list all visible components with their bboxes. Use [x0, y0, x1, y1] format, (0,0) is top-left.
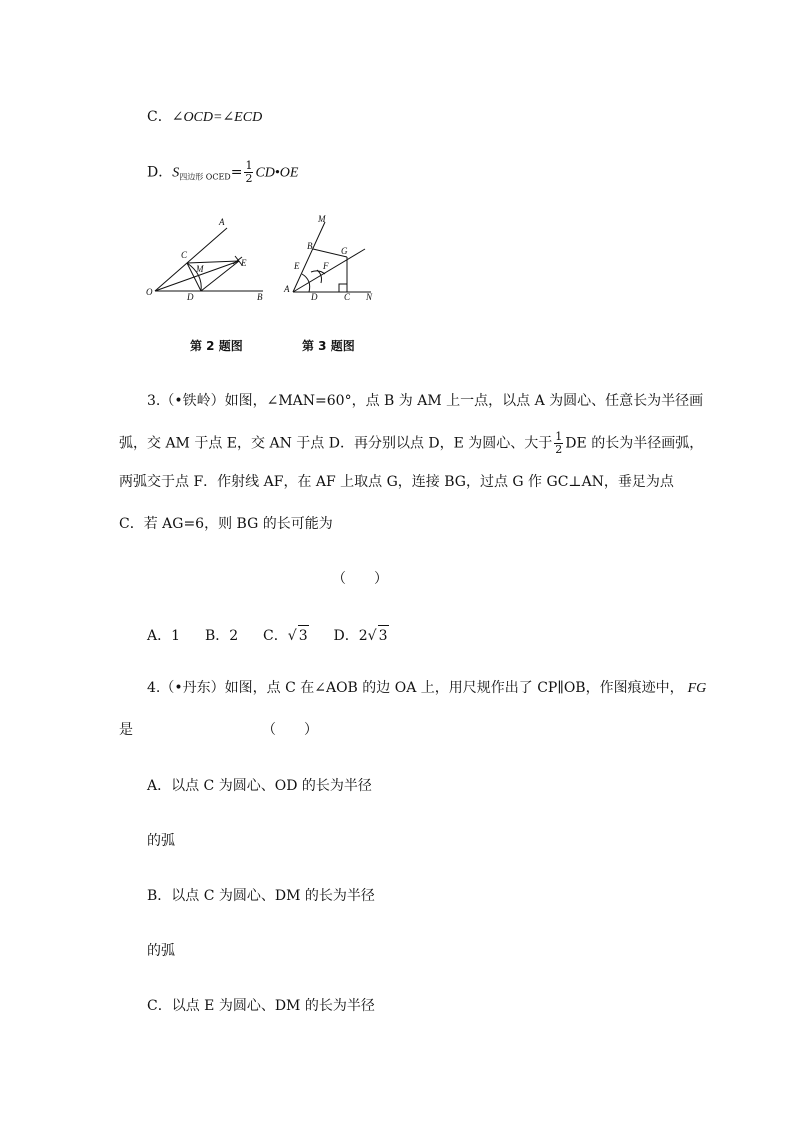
label-E: E — [294, 261, 300, 271]
q3-line-3: 两弧交于点 F．作射线 AF，在 AF 上取点 G，连接 BG，过点 G 作 GC⊥AN，垂足为点 — [119, 474, 674, 490]
q4-option-b-line-1: B．以点 C 为圆心、DM 的长为半径 — [147, 888, 375, 904]
q3-line-2-b: DE 的长为半径画弧， — [565, 435, 704, 452]
segment-ce — [187, 261, 239, 263]
q4-line-2-text: 是 — [119, 722, 133, 738]
label-F: F — [323, 261, 329, 271]
q3-line-2 — [119, 431, 703, 456]
label-C: C — [181, 250, 188, 260]
area-symbol: S — [172, 165, 180, 181]
option-prefix: C． — [147, 109, 172, 125]
q3-option-a: A．1 — [147, 628, 181, 644]
fraction-numerator: 1 — [555, 430, 563, 443]
q2-option-c — [147, 107, 262, 128]
fraction — [554, 431, 563, 456]
label-A: A — [284, 284, 290, 294]
arc-f-2 — [311, 271, 325, 274]
q4-line-2 — [119, 720, 133, 740]
label-C: C — [344, 292, 351, 302]
fraction-denominator: 2 — [555, 443, 563, 456]
label-D: D — [187, 292, 194, 302]
q3-line-2-a: 弧，交 AM 于点 E，交 AN 于点 D．再分别以点 D，E 为圆心、大于 — [119, 435, 553, 452]
q3-option-b: B．2 — [204, 628, 239, 644]
q4-option-a-line-2: 的弧 — [147, 833, 175, 849]
area-subscript: 四边形 OCED — [179, 172, 231, 182]
ray-oa — [155, 228, 227, 291]
option-text: ∠OCD=∠ECD — [171, 110, 263, 125]
q3-line-1: 3.（•铁岭）如图，∠MAN=60°，点 B 为 AM 上一点，以点 A 为圆心、任意长为半径画 — [147, 393, 704, 409]
label-N: N — [366, 292, 373, 302]
label-M: M — [318, 214, 326, 224]
arc-fg-label: FG — [687, 681, 707, 696]
fraction-denominator: 2 — [245, 172, 253, 185]
equals: = — [230, 164, 243, 181]
label-D: D — [311, 292, 318, 302]
sqrt-icon: √ — [367, 628, 377, 644]
option-prefix: D． — [147, 164, 173, 181]
q4-answer-paren: （ ） — [262, 722, 318, 738]
fraction-numerator: 1 — [245, 159, 253, 172]
q4-line-1-text: 4.（•丹东）如图，点 C 在∠AOB 的边 OA 上，用尺规作出了 CP∥OB，作图痕迹中， — [147, 680, 684, 696]
option-text: CD•OE — [255, 165, 299, 181]
q4-line-1 — [147, 678, 706, 699]
figure-q2 — [143, 212, 273, 307]
q2-option-d — [147, 160, 298, 188]
label-E: E — [241, 258, 247, 268]
label-B: B — [307, 241, 313, 251]
label-O: O — [146, 287, 153, 297]
segment-de — [201, 261, 239, 291]
figure-q3-caption: 第 3 题图 — [302, 339, 355, 353]
radicand: 3 — [378, 625, 389, 646]
q3-answer-paren: （ ） — [332, 571, 388, 587]
fraction — [244, 160, 253, 185]
option-prefix: D．2 — [333, 628, 368, 644]
ray-af — [293, 249, 365, 292]
q4-option-b-line-2: 的弧 — [147, 943, 175, 959]
q3-line-4: C．若 AG=6，则 BG 的长可能为 — [119, 516, 333, 532]
label-B: B — [257, 292, 263, 302]
label-A: A — [219, 217, 225, 227]
radicand: 3 — [298, 625, 309, 646]
q3-option-c — [263, 628, 309, 644]
figure-q3 — [281, 212, 381, 307]
q3-options — [147, 625, 389, 646]
option-prefix: C． — [263, 628, 288, 644]
figure-q2-caption: 第 2 题图 — [190, 339, 243, 353]
q3-option-d — [334, 628, 389, 644]
sqrt-icon: √ — [287, 628, 297, 644]
label-G: G — [341, 246, 348, 256]
q4-option-c-line-1: C．以点 E 为圆心、DM 的长为半径 — [147, 998, 375, 1014]
q4-option-a-line-1: A．以点 C 为圆心、OD 的长为半径 — [147, 778, 372, 794]
label-M: M — [196, 264, 204, 274]
right-angle-mark — [339, 284, 347, 292]
